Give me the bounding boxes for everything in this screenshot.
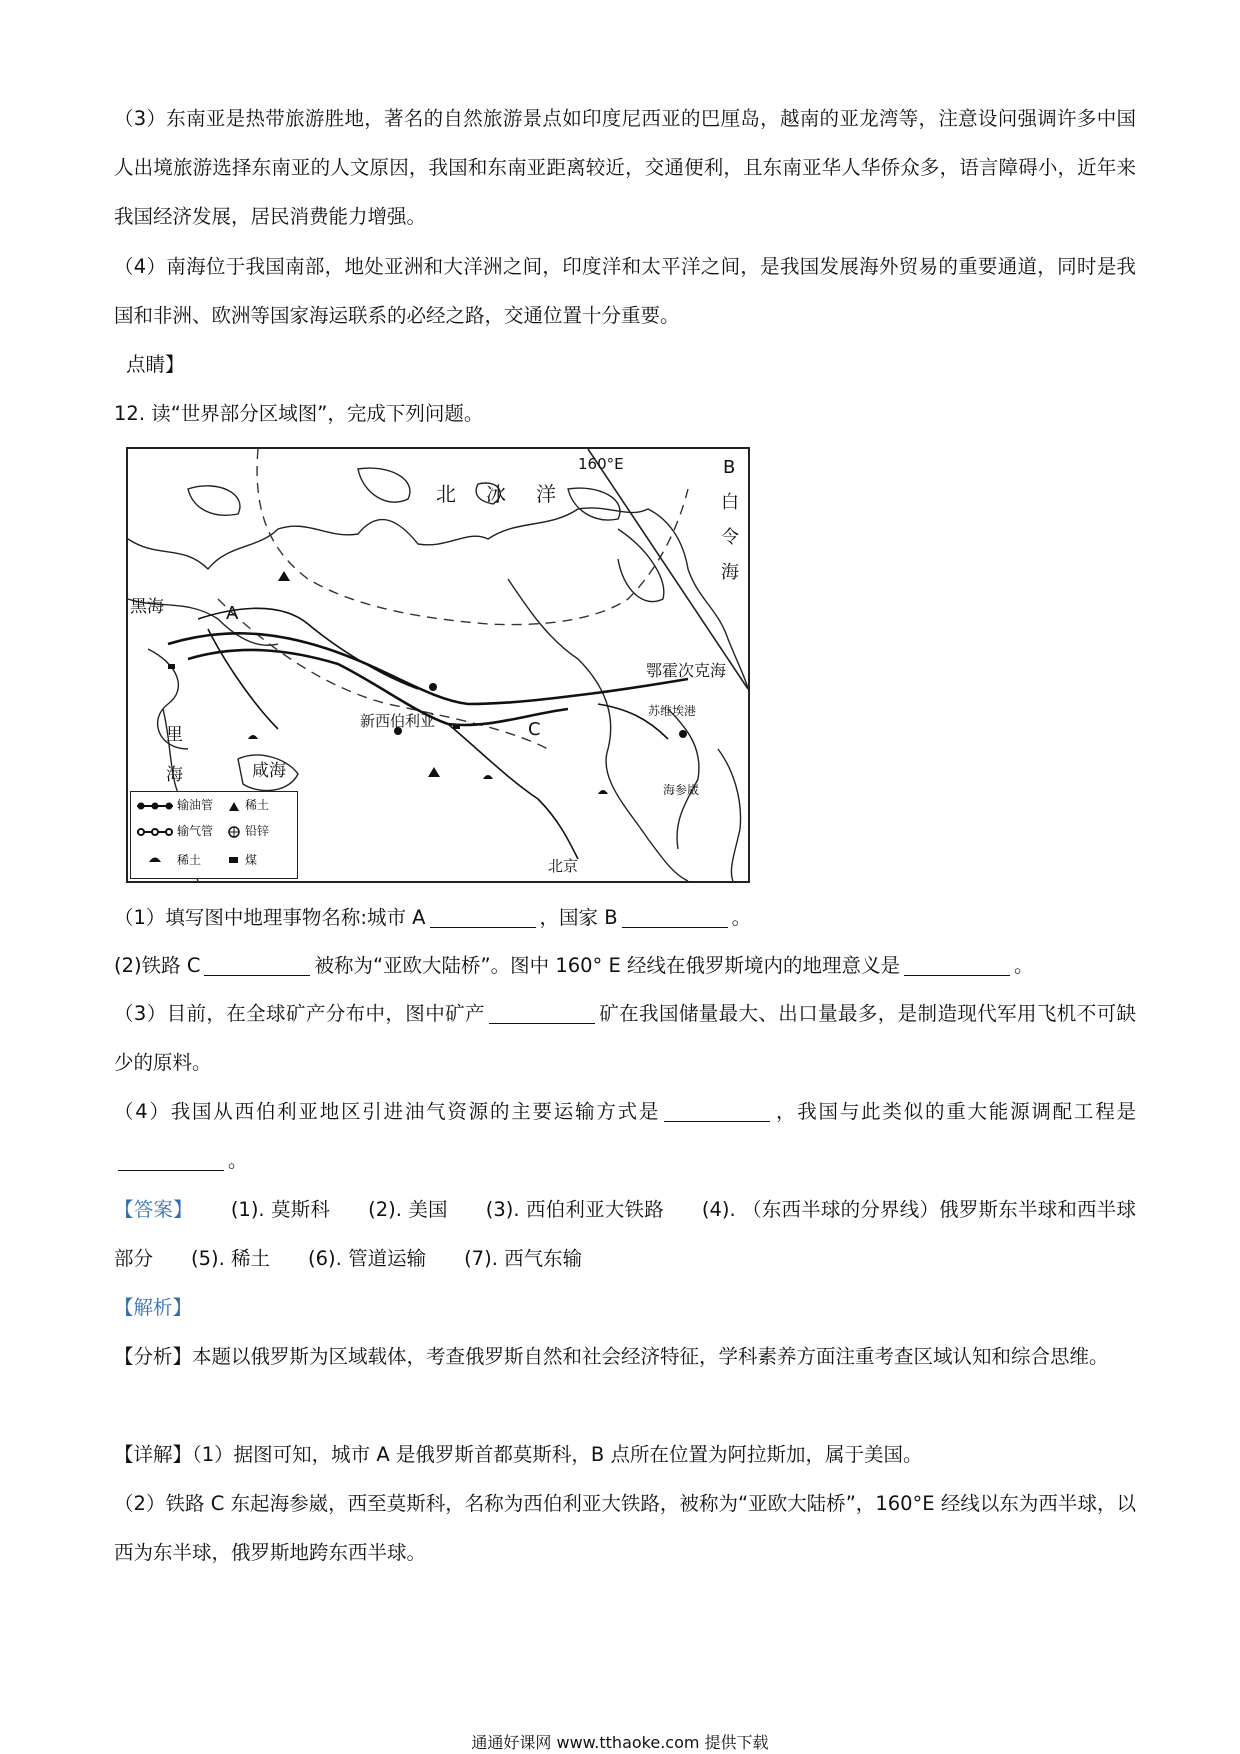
- black-sea-label: 黑海: [130, 597, 164, 617]
- legend-oil-pipe: 输油管: [177, 798, 214, 812]
- q4-text-b: ，我国与此类似的重大能源调配工程是: [774, 1100, 1136, 1123]
- point-c-label: C: [528, 719, 541, 740]
- port-label: 苏维埃港: [648, 704, 697, 718]
- question-title: 12. 读“世界部分区域图”，完成下列问题。: [114, 402, 484, 425]
- legend-coal: 煤: [245, 853, 258, 867]
- q3-text-b: 矿在我国储量最大、出口量最多，是制造现代军用飞机不可缺少的原料。: [114, 1002, 1136, 1074]
- answer-item: (2). 美国: [368, 1198, 448, 1221]
- legend-gas-pipe: 输气管: [177, 824, 214, 838]
- answer-blank-project[interactable]: [118, 1149, 224, 1171]
- analysis-fenxi: 【分析】本题以俄罗斯为区域载体，考查俄罗斯自然和社会经济特征，学科素养方面注重考查区域认知和综合思维。: [114, 1345, 1109, 1368]
- q2-text-b: 被称为“亚欧大陆桥”。图中 160° E 经线在俄罗斯境内的地理意义是: [314, 954, 901, 977]
- legend-rare-earth-a: 稀土: [177, 853, 202, 867]
- answer-item: (4). （东西半球的分界线）俄罗斯东半球和西半球部分: [114, 1198, 1136, 1270]
- q4-text-a: （4）我国从西伯利亚地区引进油气资源的主要运输方式是: [114, 1100, 661, 1123]
- point-b-label: B: [723, 457, 736, 478]
- answer-blank-mineral[interactable]: [489, 1002, 595, 1024]
- world-region-map: [126, 447, 750, 883]
- q3-text-a: （3）目前，在全球矿产分布中，图中矿产: [114, 1002, 485, 1025]
- q1-text-b: ，国家 B: [539, 906, 618, 929]
- map-legend: [130, 791, 298, 879]
- answer-blank-country-b[interactable]: [622, 906, 728, 928]
- answer-block: [114, 1185, 1136, 1283]
- page-footer: 通通好课网 www.tthaoke.com 提供下载: [471, 1733, 769, 1752]
- legend-lead-zinc: 铅锌: [245, 824, 270, 838]
- okhotsk-sea-label: 鄂霍次克海: [646, 661, 727, 680]
- legend-symbols: [131, 792, 297, 878]
- meridian-label: 160°E: [578, 455, 624, 473]
- answer-item: (5). 稀土: [191, 1247, 271, 1270]
- analysis-detail-2: （2）铁路 C 东起海参崴，西至莫斯科，名称为西伯利亚大铁路，被称为“亚欧大陆桥”，160°E 经线以东为西半球，以西为东半球，俄罗斯地跨东西半球。: [114, 1492, 1136, 1564]
- analysis-tag: 【解析】: [114, 1296, 193, 1319]
- bering-sea-label-1: 白: [721, 492, 739, 513]
- point-a-label: A: [226, 603, 239, 624]
- q1-text-a: （1）填写图中地理事物名称:城市 A: [114, 906, 426, 929]
- haishenwai-label: 海参崴: [663, 783, 700, 797]
- dianjing-label: 点睛】: [126, 353, 185, 376]
- caspian-label-2: 海: [166, 765, 183, 785]
- q2-text-a: (2)铁路 C: [114, 954, 201, 977]
- sub-question-2: [114, 941, 1136, 990]
- novosibirsk-label: 新西伯利亚: [360, 712, 436, 730]
- answer-blank-transport[interactable]: [664, 1100, 770, 1122]
- caspian-label-1: 里: [166, 725, 183, 745]
- paragraph-3: （3）东南亚是热带旅游胜地，著名的自然旅游景点如印度尼西亚的巴厘岛，越南的亚龙湾等，注意设问强调许多中国人出境旅游选择东南亚的人文原因，我国和东南亚距离较近，交通便利，且东南亚华人华侨众多，语言障碍小，近年来我国经济发展，居民消费能力增强。: [114, 107, 1136, 228]
- sub-question-3: [114, 989, 1136, 1087]
- legend-rare-earth-b: 稀土: [245, 798, 270, 812]
- aral-sea-label: 咸海: [252, 761, 286, 781]
- analysis-detail-1: 【详解】（1）据图可知，城市 A 是俄罗斯首都莫斯科，B 点所在位置为阿拉斯加，属于美国。: [114, 1443, 923, 1466]
- answer-blank-city-a[interactable]: [430, 906, 536, 928]
- q4-text-c: 。: [228, 1149, 248, 1172]
- answer-item: (3). 西伯利亚大铁路: [485, 1198, 664, 1221]
- q1-text-c: 。: [731, 906, 752, 929]
- answer-item: (1). 莫斯科: [230, 1198, 331, 1221]
- answer-blank-railway-c[interactable]: [204, 954, 310, 976]
- beijing-label: 北京: [548, 857, 579, 875]
- answer-tag: 【答案】: [114, 1198, 193, 1221]
- answer-blank-meridian[interactable]: [904, 954, 1010, 976]
- q2-text-c: 。: [1014, 954, 1034, 977]
- paragraph-4: （4）南海位于我国南部，地处亚洲和大洋洲之间，印度洋和太平洋之间，是我国发展海外贸易的重要通道，同时是我国和非洲、欧洲等国家海运联系的必经之路，交通位置十分重要。: [114, 255, 1136, 327]
- sub-question-1: [114, 893, 1136, 942]
- sub-question-4: [114, 1087, 1136, 1185]
- bering-sea-label-2: 令: [721, 527, 739, 548]
- answer-item: (7). 西气东输: [464, 1247, 583, 1270]
- answer-item: (6). 管道运输: [308, 1247, 427, 1270]
- arctic-ocean-label: 北冰洋: [436, 482, 586, 506]
- bering-sea-label-3: 海: [721, 562, 739, 583]
